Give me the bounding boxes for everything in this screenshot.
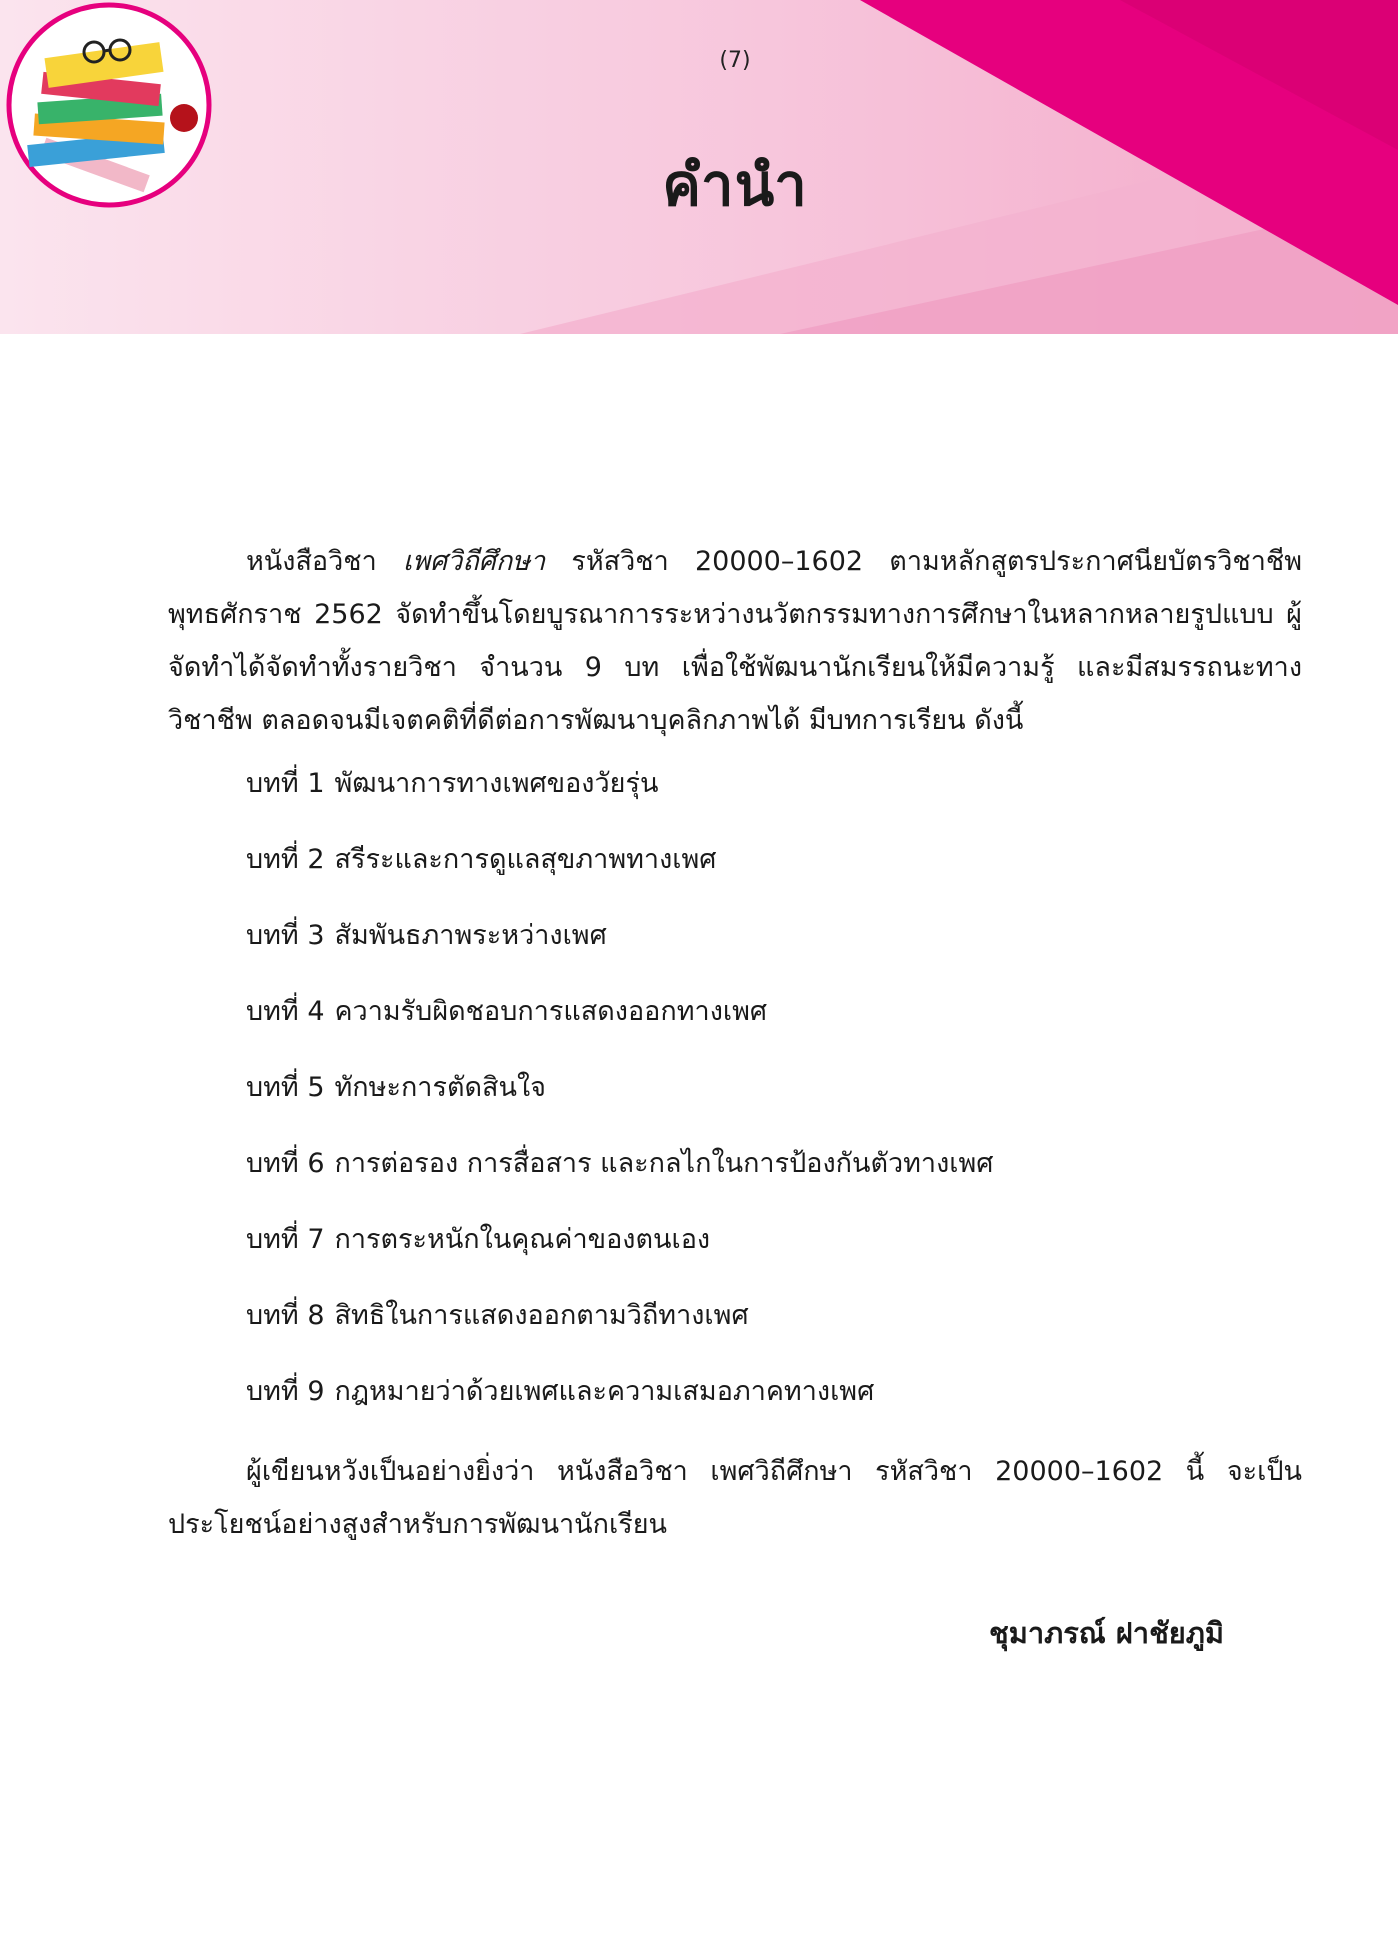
preface-body — [168, 535, 1302, 1551]
chapter-item — [246, 757, 1302, 833]
chapter-title: การต่อรอง การสื่อสาร และกลไกในการป้องกันตัวทางเพศ — [334, 1148, 994, 1179]
course-title-italic: เพศวิถีศึกษา — [403, 546, 546, 577]
chapter-item — [246, 1289, 1302, 1365]
chapter-title: พัฒนาการทางเพศของวัยรุ่น — [334, 768, 659, 799]
chapter-number: บทที่ 9 — [246, 1376, 325, 1407]
closing-paragraph: ผู้เขียนหวังเป็นอย่างยิ่งว่า หนังสือวิชา เพศวิถีศึกษา รหัสวิชา 20000–1602 นี้ จะเป็นประโยชน์อย่างสูงสำหรับการพัฒนานักเรียน — [168, 1456, 1302, 1540]
author-signature: ชุมาภรณ์ ฝาชัยภูมิ — [989, 1616, 1224, 1650]
chapter-title: สรีระและการดูแลสุขภาพทางเพศ — [334, 844, 717, 875]
page-title: คำนำ — [662, 151, 808, 219]
chapter-item — [246, 1365, 1302, 1441]
chapter-title: กฎหมายว่าด้วยเพศและความเสมอภาคทางเพศ — [334, 1376, 875, 1407]
chapter-list — [168, 757, 1302, 1441]
chapter-item — [246, 985, 1302, 1061]
chapter-number: บทที่ 8 — [246, 1300, 325, 1331]
chapter-item — [246, 1061, 1302, 1137]
intro-text-rest: รหัสวิชา 20000–1602 ตามหลักสูตรประกาศนียบัตรวิชาชีพ พุทธศักราช 2562 จัดทำขึ้นโดยบูรณาการระหว่างนวัตกรรมทางการศึกษาในหลากหลายรูปแบบ ผู้จัดทำได้จัดทำทั้งรายวิชา จำนวน 9 บท เพื่อใช้พัฒนานักเรียนให้มีความรู้ และมีสมรรถนะทางวิชาชีพ ตลอดจนมีเจตคติที่ดีต่อการพัฒนาบุคลิกภาพได้ มีบทการเรียน ดังนี้ — [168, 546, 1302, 736]
header-band — [0, 0, 1398, 334]
chapter-number: บทที่ 1 — [246, 768, 325, 799]
book-stack-icon — [0, 0, 218, 210]
chapter-number: บทที่ 3 — [246, 920, 325, 951]
chapter-title: ทักษะการตัดสินใจ — [334, 1072, 546, 1103]
intro-paragraph — [168, 535, 1302, 747]
intro-text-start: หนังสือวิชา — [246, 546, 403, 577]
chapter-item — [246, 833, 1302, 909]
chapter-number: บทที่ 4 — [246, 996, 325, 1027]
chapter-item — [246, 1213, 1302, 1289]
chapter-number: บทที่ 2 — [246, 844, 325, 875]
chapter-title: สิทธิในการแสดงออกตามวิถีทางเพศ — [334, 1300, 749, 1331]
chapter-number: บทที่ 5 — [246, 1072, 325, 1103]
page-number: (7) — [719, 48, 751, 73]
chapter-number: บทที่ 6 — [246, 1148, 325, 1179]
chapter-item — [246, 909, 1302, 985]
chapter-title: การตระหนักในคุณค่าของตนเอง — [334, 1224, 711, 1255]
chapter-title: สัมพันธภาพระหว่างเพศ — [334, 920, 607, 951]
chapter-number: บทที่ 7 — [246, 1224, 325, 1255]
chapter-title: ความรับผิดชอบการแสดงออกทางเพศ — [334, 996, 768, 1027]
chapter-item — [246, 1137, 1302, 1213]
